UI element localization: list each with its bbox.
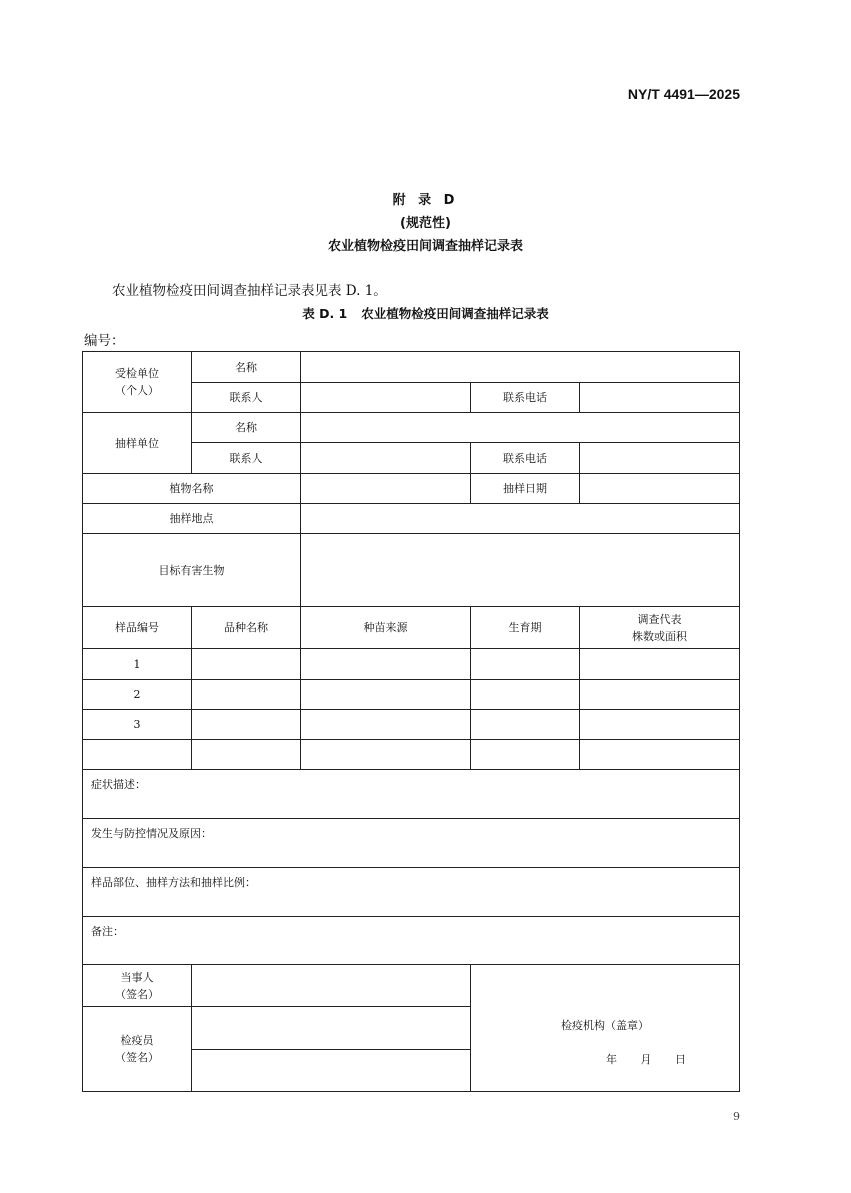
sample-source-field[interactable]	[301, 649, 471, 680]
sampling-date-field[interactable]	[580, 474, 740, 504]
sampling-date-label: 抽样日期	[471, 474, 580, 504]
plant-name-field[interactable]	[301, 474, 471, 504]
inspected-phone-label: 联系电话	[471, 383, 580, 413]
party-signature-field[interactable]	[192, 965, 471, 1007]
inspected-name-label: 名称	[192, 352, 301, 383]
sample-source-field[interactable]	[301, 740, 471, 770]
sampling-contact-field[interactable]	[301, 443, 471, 474]
sample-variety-field[interactable]	[192, 680, 301, 710]
seal-label: 检疫机构（盖章）	[561, 1019, 649, 1032]
sample-count-field[interactable]	[580, 680, 740, 710]
intro-text: 农业植物检疫田间调查抽样记录表见表 D. 1。	[112, 283, 387, 299]
party-signature-label: 当事人 （签名）	[83, 965, 192, 1007]
column-survey-count: 调查代表 株数或面积	[580, 607, 740, 649]
column-growth-stage: 生育期	[471, 607, 580, 649]
sample-stage-field[interactable]	[471, 710, 580, 740]
sampling-location-label: 抽样地点	[83, 504, 301, 534]
table-caption-number: 表 D. 1	[302, 306, 348, 321]
sample-stage-field[interactable]	[471, 740, 580, 770]
sample-variety-field[interactable]	[192, 740, 301, 770]
page-number: 9	[733, 1110, 740, 1123]
symptoms-field[interactable]: 症状描述：	[83, 770, 740, 819]
sampling-name-label: 名称	[192, 413, 301, 443]
inspected-name-field[interactable]	[301, 352, 740, 383]
inspected-contact-label: 联系人	[192, 383, 301, 413]
inspector-signature-field-2[interactable]	[192, 1050, 471, 1092]
sampling-name-field[interactable]	[301, 413, 740, 443]
annex-name: 农业植物检疫田间调查抽样记录表	[327, 239, 523, 254]
sample-source-field[interactable]	[301, 680, 471, 710]
remarks-field[interactable]: 备注：	[83, 917, 740, 965]
sampling-phone-field[interactable]	[580, 443, 740, 474]
annex-title: 附 录 D	[392, 193, 459, 208]
inspection-agency-seal[interactable]	[471, 965, 740, 1092]
sample-row-number: 1	[83, 649, 192, 680]
sample-source-field[interactable]	[301, 710, 471, 740]
sample-count-field[interactable]	[580, 740, 740, 770]
column-seed-source: 种苗来源	[301, 607, 471, 649]
target-pest-field[interactable]	[301, 534, 740, 607]
sampling-contact-label: 联系人	[192, 443, 301, 474]
annex-type: (规范性)	[400, 216, 451, 231]
serial-number-label: 编号：	[84, 333, 125, 349]
inspected-unit-label: 受检单位 （个人）	[83, 352, 192, 413]
sample-row-number: 3	[83, 710, 192, 740]
sample-method-field[interactable]: 样品部位、抽样方法和抽样比例：	[83, 868, 740, 917]
sampling-location-field[interactable]	[301, 504, 740, 534]
column-variety: 品种名称	[192, 607, 301, 649]
column-sample-no: 样品编号	[83, 607, 192, 649]
sample-row-number: 2	[83, 680, 192, 710]
table-caption-title: 农业植物检疫田间调查抽样记录表	[361, 306, 549, 321]
sample-count-field[interactable]	[580, 649, 740, 680]
plant-name-label: 植物名称	[83, 474, 301, 504]
sample-stage-field[interactable]	[471, 680, 580, 710]
sampling-record-form	[82, 351, 740, 1092]
target-pest-label: 目标有害生物	[83, 534, 301, 607]
sample-stage-field[interactable]	[471, 649, 580, 680]
sample-row-number	[83, 740, 192, 770]
seal-date: 年 月 日	[606, 1053, 686, 1066]
sampling-unit-label: 抽样单位	[83, 413, 192, 474]
sample-count-field[interactable]	[580, 710, 740, 740]
table-caption	[0, 304, 851, 322]
standard-code: NY/T 4491—2025	[627, 86, 740, 102]
occurrence-field[interactable]: 发生与防控情况及原因：	[83, 819, 740, 868]
sample-variety-field[interactable]	[192, 649, 301, 680]
sampling-phone-label: 联系电话	[471, 443, 580, 474]
sample-variety-field[interactable]	[192, 710, 301, 740]
inspected-contact-field[interactable]	[301, 383, 471, 413]
inspected-phone-field[interactable]	[580, 383, 740, 413]
inspector-signature-field-1[interactable]	[192, 1007, 471, 1050]
inspector-signature-label: 检疫员 （签名）	[83, 1007, 192, 1092]
